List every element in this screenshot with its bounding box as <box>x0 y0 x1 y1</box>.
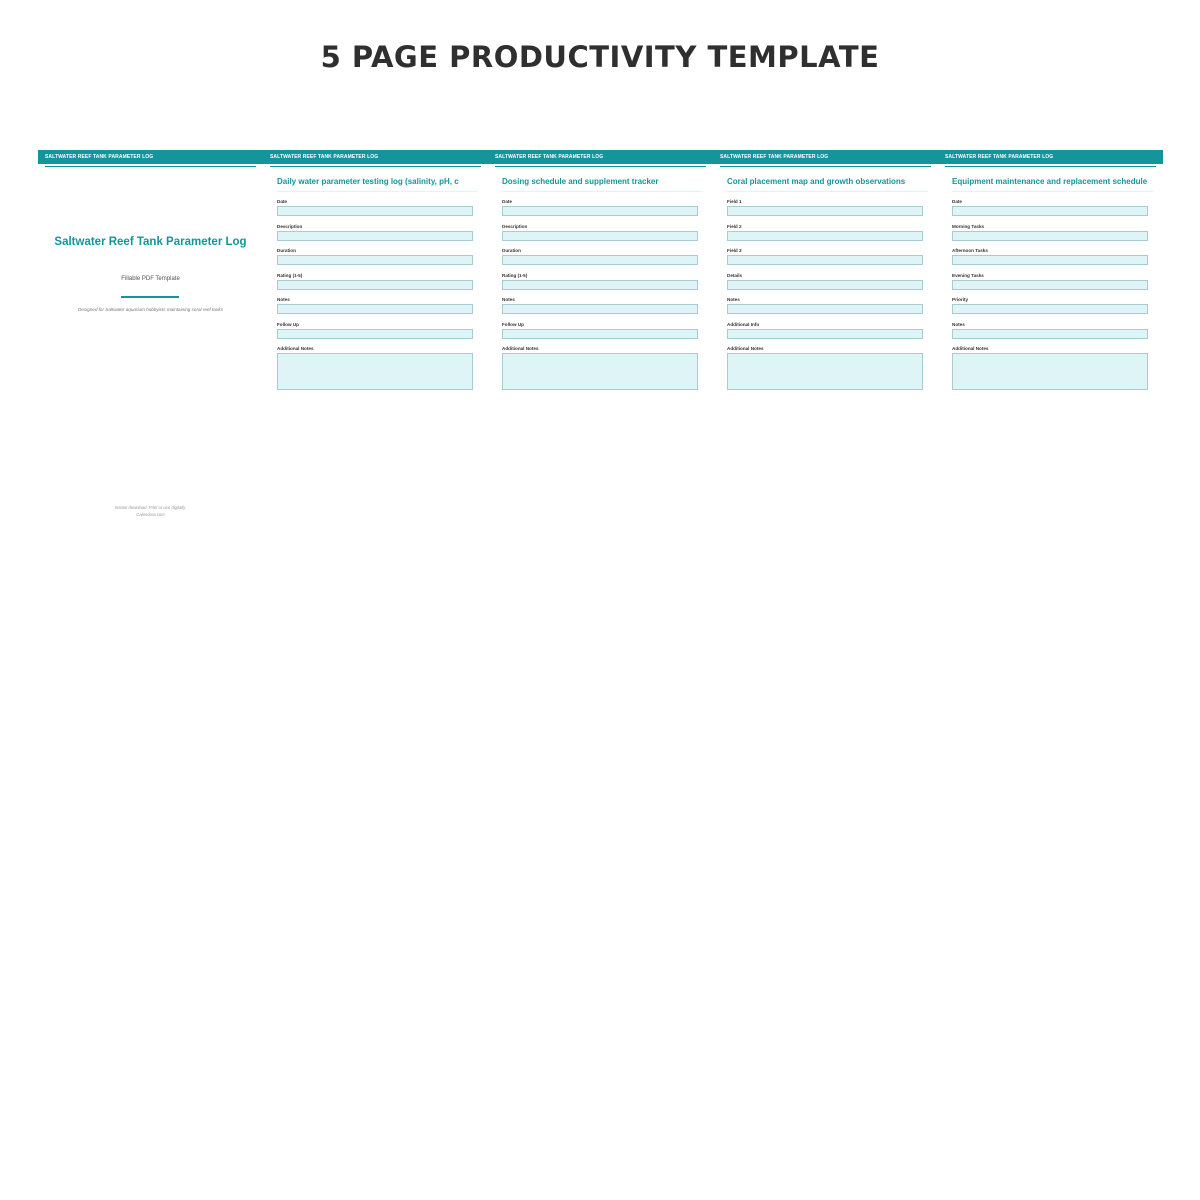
cover-footer <box>38 504 263 518</box>
field-label: Notes <box>502 297 515 302</box>
page-header-bar <box>263 150 488 164</box>
field-label: Date <box>952 199 962 204</box>
form-page-4 <box>938 150 1163 550</box>
field-label: Field 3 <box>727 248 742 253</box>
field-label: Priority <box>952 297 969 302</box>
field-label: Description <box>502 223 528 229</box>
notes-textarea[interactable] <box>952 353 1148 390</box>
form-title-rule <box>502 191 703 192</box>
form-field-input[interactable] <box>952 255 1148 265</box>
field-label: Afternoon Tasks <box>952 248 988 253</box>
page-header-rule <box>45 166 256 167</box>
field-label: Evening Tasks <box>952 272 984 278</box>
notes-label: Additional Notes <box>727 346 764 351</box>
field-label: Date <box>277 199 287 204</box>
form-field-input[interactable] <box>952 304 1148 314</box>
form-field-input[interactable] <box>727 280 923 290</box>
field-label: Field 1 <box>727 199 742 204</box>
page-header-rule <box>945 166 1156 167</box>
form-page-1 <box>263 150 488 550</box>
page-header-title: SALTWATER REEF TANK PARAMETER LOG <box>495 153 604 160</box>
page-header-rule <box>270 166 481 167</box>
field-label: Notes <box>952 321 965 327</box>
page-header-title: SALTWATER REEF TANK PARAMETER LOG <box>945 153 1054 160</box>
page-header-bar <box>713 150 938 164</box>
field-label: Additional Info <box>727 321 760 327</box>
form-field-input[interactable] <box>952 231 1148 241</box>
page-header-rule <box>720 166 931 167</box>
field-label: Rating (1-5) <box>502 272 528 278</box>
form-page-2 <box>488 150 713 550</box>
form-field-input[interactable] <box>502 304 698 314</box>
template-preview-strip <box>38 150 1163 550</box>
form-title: Daily water parameter testing log (salinity, pH, c <box>277 177 459 186</box>
form-field-input[interactable] <box>727 304 923 314</box>
page-header-bar <box>938 150 1163 164</box>
notes-label: Additional Notes <box>277 346 314 351</box>
form-field-input[interactable] <box>277 231 473 241</box>
field-label: Duration <box>277 248 296 253</box>
form-title-rule <box>952 191 1153 192</box>
form-field-input[interactable] <box>502 206 698 216</box>
field-label: Field 2 <box>727 223 742 229</box>
notes-label: Additional Notes <box>952 346 989 351</box>
form-field-input[interactable] <box>277 304 473 314</box>
form-title: Coral placement map and growth observations <box>727 177 906 186</box>
form-title-rule <box>727 191 928 192</box>
form-field-input[interactable] <box>502 255 698 265</box>
cover-description: Designed for Saltwater aquarium hobbyists maintaining coral reef tanks <box>77 307 224 312</box>
field-label: Notes <box>277 297 290 302</box>
page-header-bar <box>488 150 713 164</box>
notes-textarea[interactable] <box>502 353 698 390</box>
form-field-input[interactable] <box>727 206 923 216</box>
form-field-input[interactable] <box>727 231 923 241</box>
field-label: Date <box>502 199 512 204</box>
field-label: Follow Up <box>502 321 524 327</box>
page-header-bar <box>38 150 263 164</box>
form-title: Dosing schedule and supplement tracker <box>502 177 659 186</box>
field-label: Details <box>727 272 743 278</box>
cover-footer-line-2: Calendora.com <box>136 512 165 517</box>
form-field-input[interactable] <box>502 329 698 339</box>
field-label: Description <box>277 223 303 229</box>
form-page-3 <box>713 150 938 550</box>
cover-title: Saltwater Reef Tank Parameter Log <box>54 236 247 248</box>
form-field-input[interactable] <box>952 206 1148 216</box>
form-field-input[interactable] <box>277 329 473 339</box>
field-label: Notes <box>727 297 740 302</box>
cover-footer-line-1: Instant download. Print or use digitally. <box>114 505 187 510</box>
form-field-input[interactable] <box>952 280 1148 290</box>
form-field-input[interactable] <box>952 329 1148 339</box>
page-header-title: SALTWATER REEF TANK PARAMETER LOG <box>270 153 379 160</box>
field-label: Rating (1-5) <box>277 272 303 278</box>
form-title-rule <box>277 191 478 192</box>
cover-page <box>38 150 263 550</box>
product-heading: 5 PAGE PRODUCTIVITY TEMPLATE <box>320 40 880 74</box>
notes-textarea[interactable] <box>277 353 473 390</box>
notes-textarea[interactable] <box>727 353 923 390</box>
page-header-title: SALTWATER REEF TANK PARAMETER LOG <box>720 153 829 160</box>
field-label: Follow Up <box>277 321 299 327</box>
cover-divider <box>121 296 179 298</box>
page-header-title: SALTWATER REEF TANK PARAMETER LOG <box>45 153 154 160</box>
cover-subtitle: Fillable PDF Template <box>121 276 180 282</box>
form-field-input[interactable] <box>502 231 698 241</box>
form-field-input[interactable] <box>277 255 473 265</box>
form-field-input[interactable] <box>502 280 698 290</box>
notes-label: Additional Notes <box>502 346 539 351</box>
field-label: Duration <box>502 248 521 253</box>
form-field-input[interactable] <box>727 255 923 265</box>
form-field-input[interactable] <box>277 280 473 290</box>
field-label: Morning Tasks <box>952 223 985 229</box>
form-field-input[interactable] <box>277 206 473 216</box>
form-title: Equipment maintenance and replacement schedule <box>952 177 1148 186</box>
form-field-input[interactable] <box>727 329 923 339</box>
page-header-rule <box>495 166 706 167</box>
